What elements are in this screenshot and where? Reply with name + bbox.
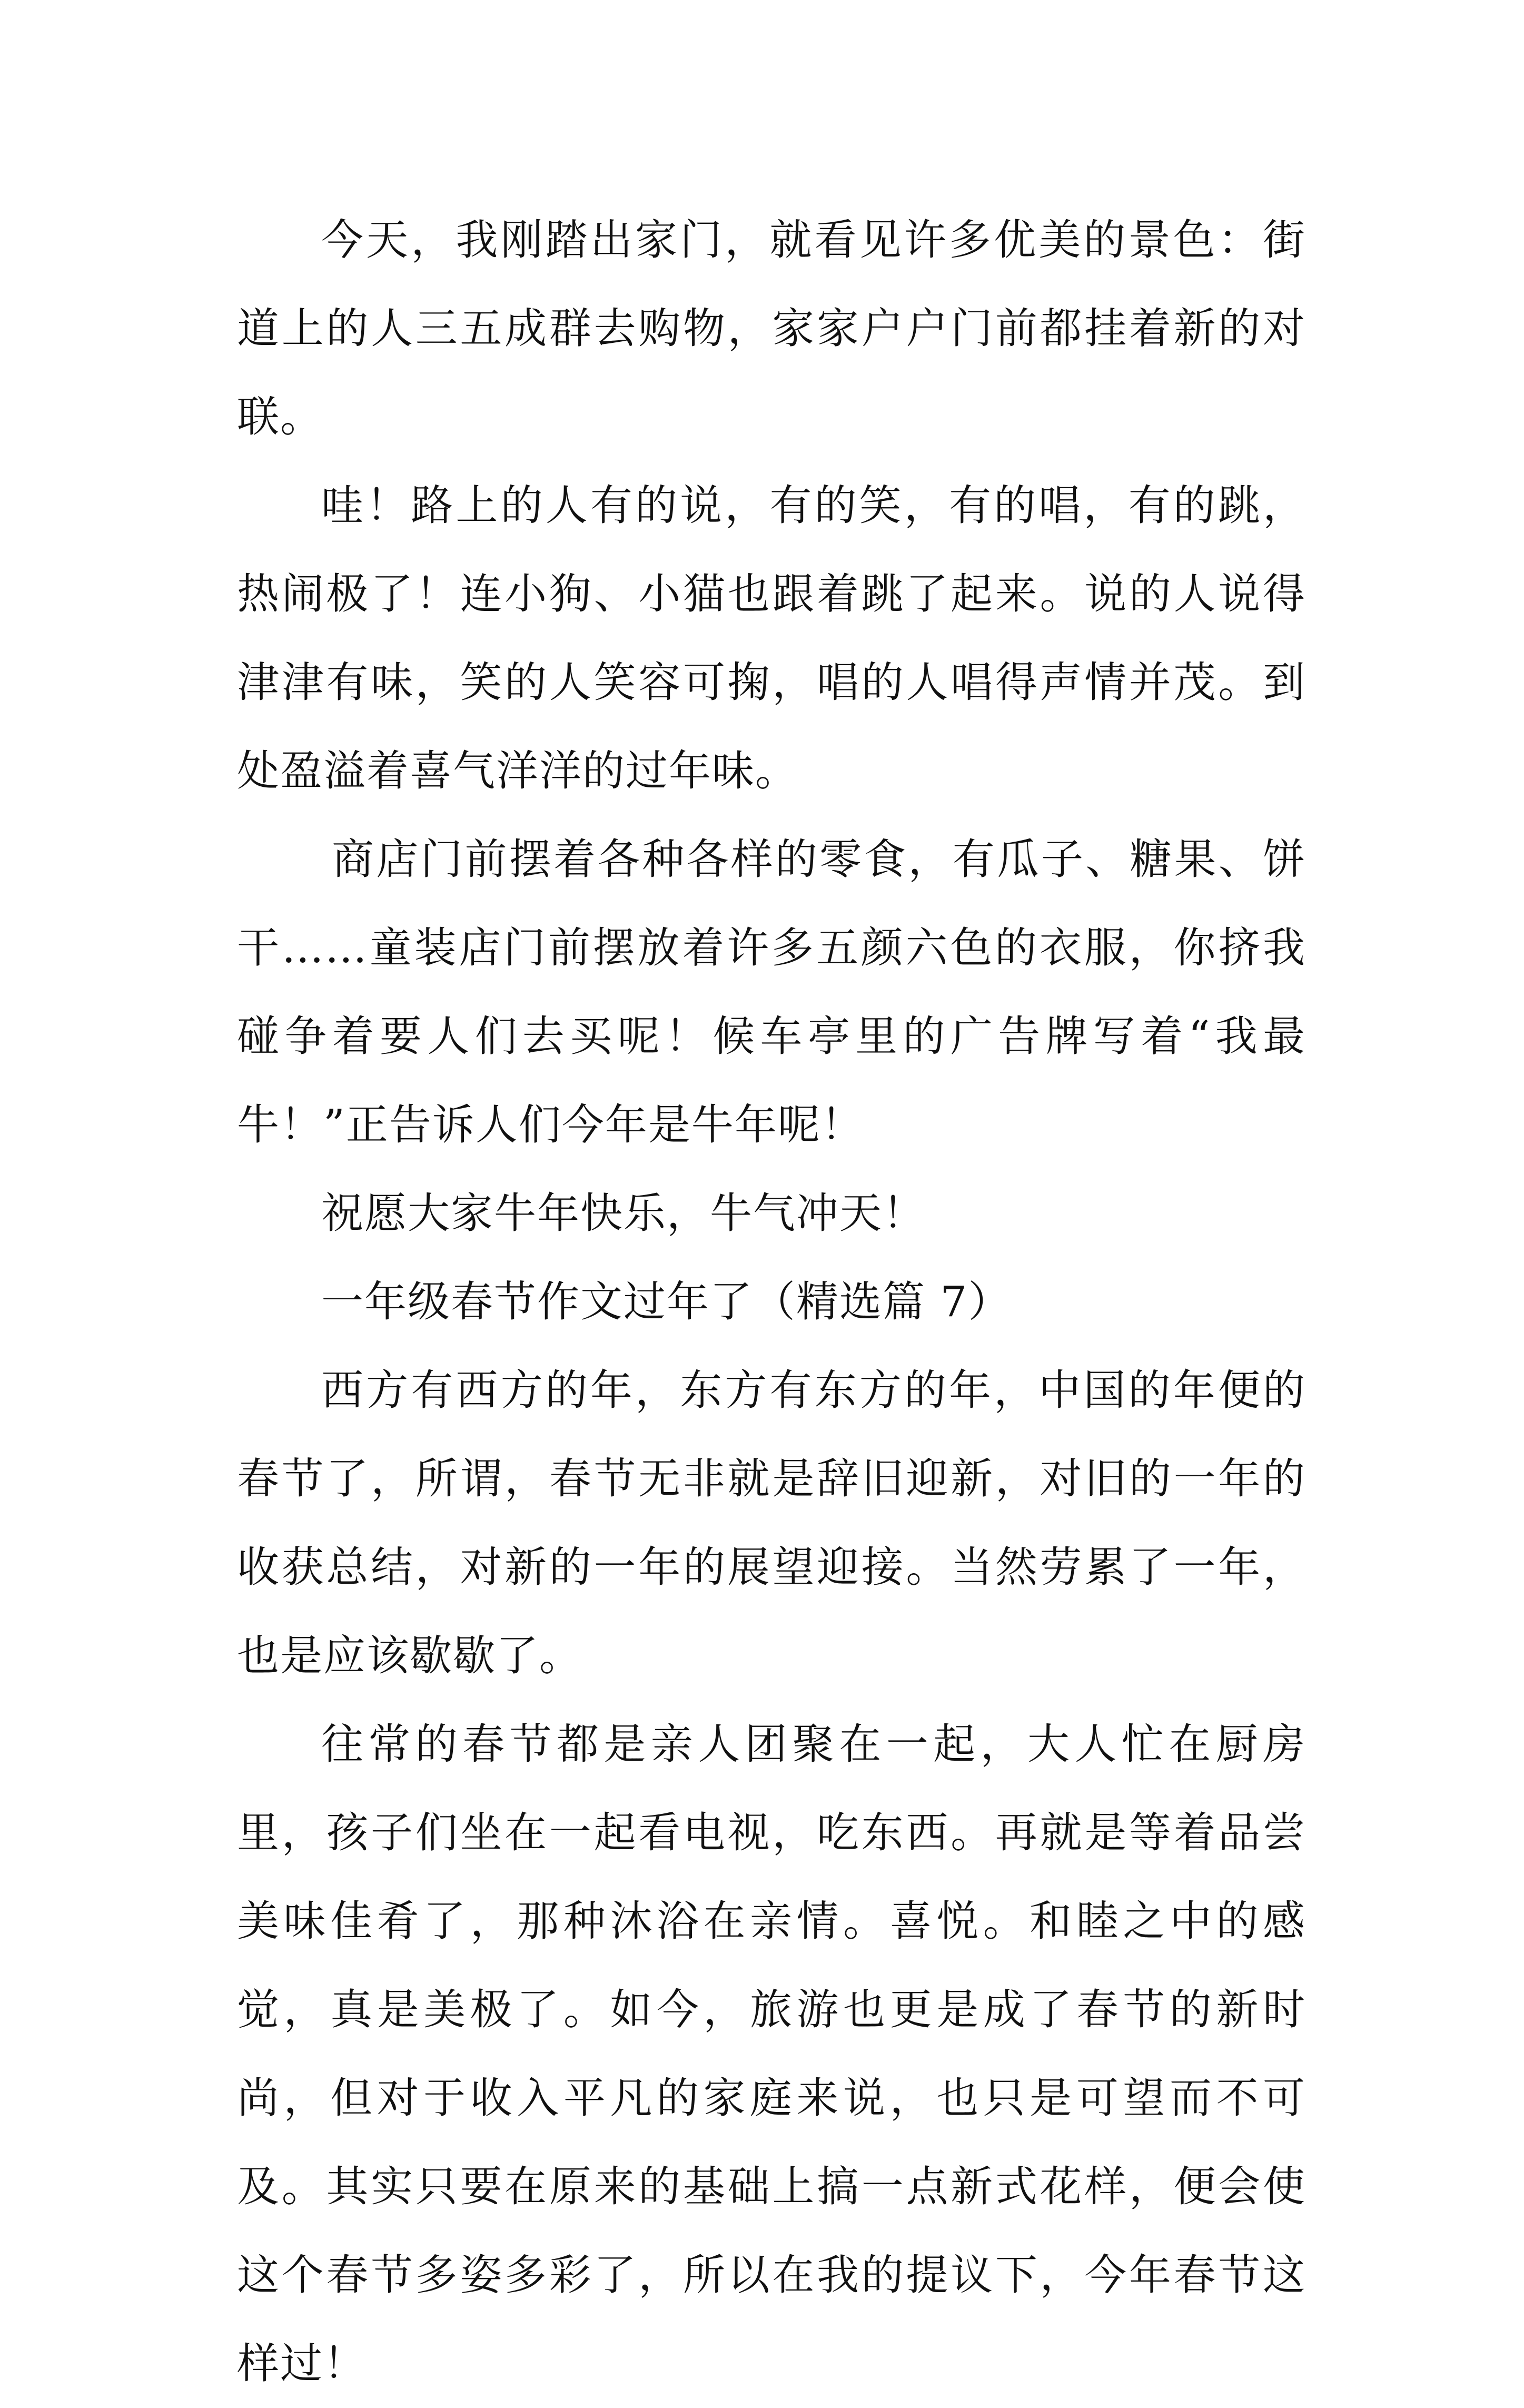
section-heading: 一年级春节作文过年了（精选篇 7） bbox=[321, 1277, 1012, 1326]
paragraph-1: 今天，我刚踏出家门，就看见许多优美的景色：街道上的人三五成群去购物，家家户户门前都挂着新的对联。 bbox=[237, 215, 1306, 441]
paragraph-6: 往常的春节都是亲人团聚在一起，大人忙在厨房里，孩子们坐在一起看电视，吃东西。再就是等着品尝美味佳肴了，那种沐浴在亲情。喜悦。和睦之中的感觉，真是美极了。如今，旅游也更是成了春节的新时尚，但对于收入平凡的家庭来说，也只是可望而不可及。其实只要在原来的基础上搞一点新式花样，便会使这个春节多姿多彩了，所以在我的提议下，今年春节这样过！ bbox=[237, 1720, 1306, 2388]
paragraph-5: 西方有西方的年，东方有东方的年，中国的年便的春节了，所谓，春节无非就是辞旧迎新，对旧的一年的收获总结，对新的一年的展望迎接。当然劳累了一年，也是应该歇歇了。 bbox=[237, 1366, 1306, 1680]
paragraph-3: 商店门前摆着各种各样的零食，有瓜子、糖果、饼干……童装店门前摆放着许多五颜六色的衣服，你挤我碰争着要人们去买呢！候车亭里的广告牌写着“我最牛！”正告诉人们今年是牛年呢！ bbox=[237, 835, 1306, 1149]
paragraph-4: 祝愿大家牛年快乐，牛气冲天！ bbox=[321, 1189, 926, 1238]
document-body bbox=[237, 196, 1306, 2408]
paragraph-2: 哇！路上的人有的说，有的笑，有的唱，有的跳，热闹极了！连小狗、小猫也跟着跳了起来。说的人说得津津有味，笑的人笑容可掬，唱的人唱得声情并茂。到处盈溢着喜气洋洋的过年味。 bbox=[237, 481, 1306, 795]
